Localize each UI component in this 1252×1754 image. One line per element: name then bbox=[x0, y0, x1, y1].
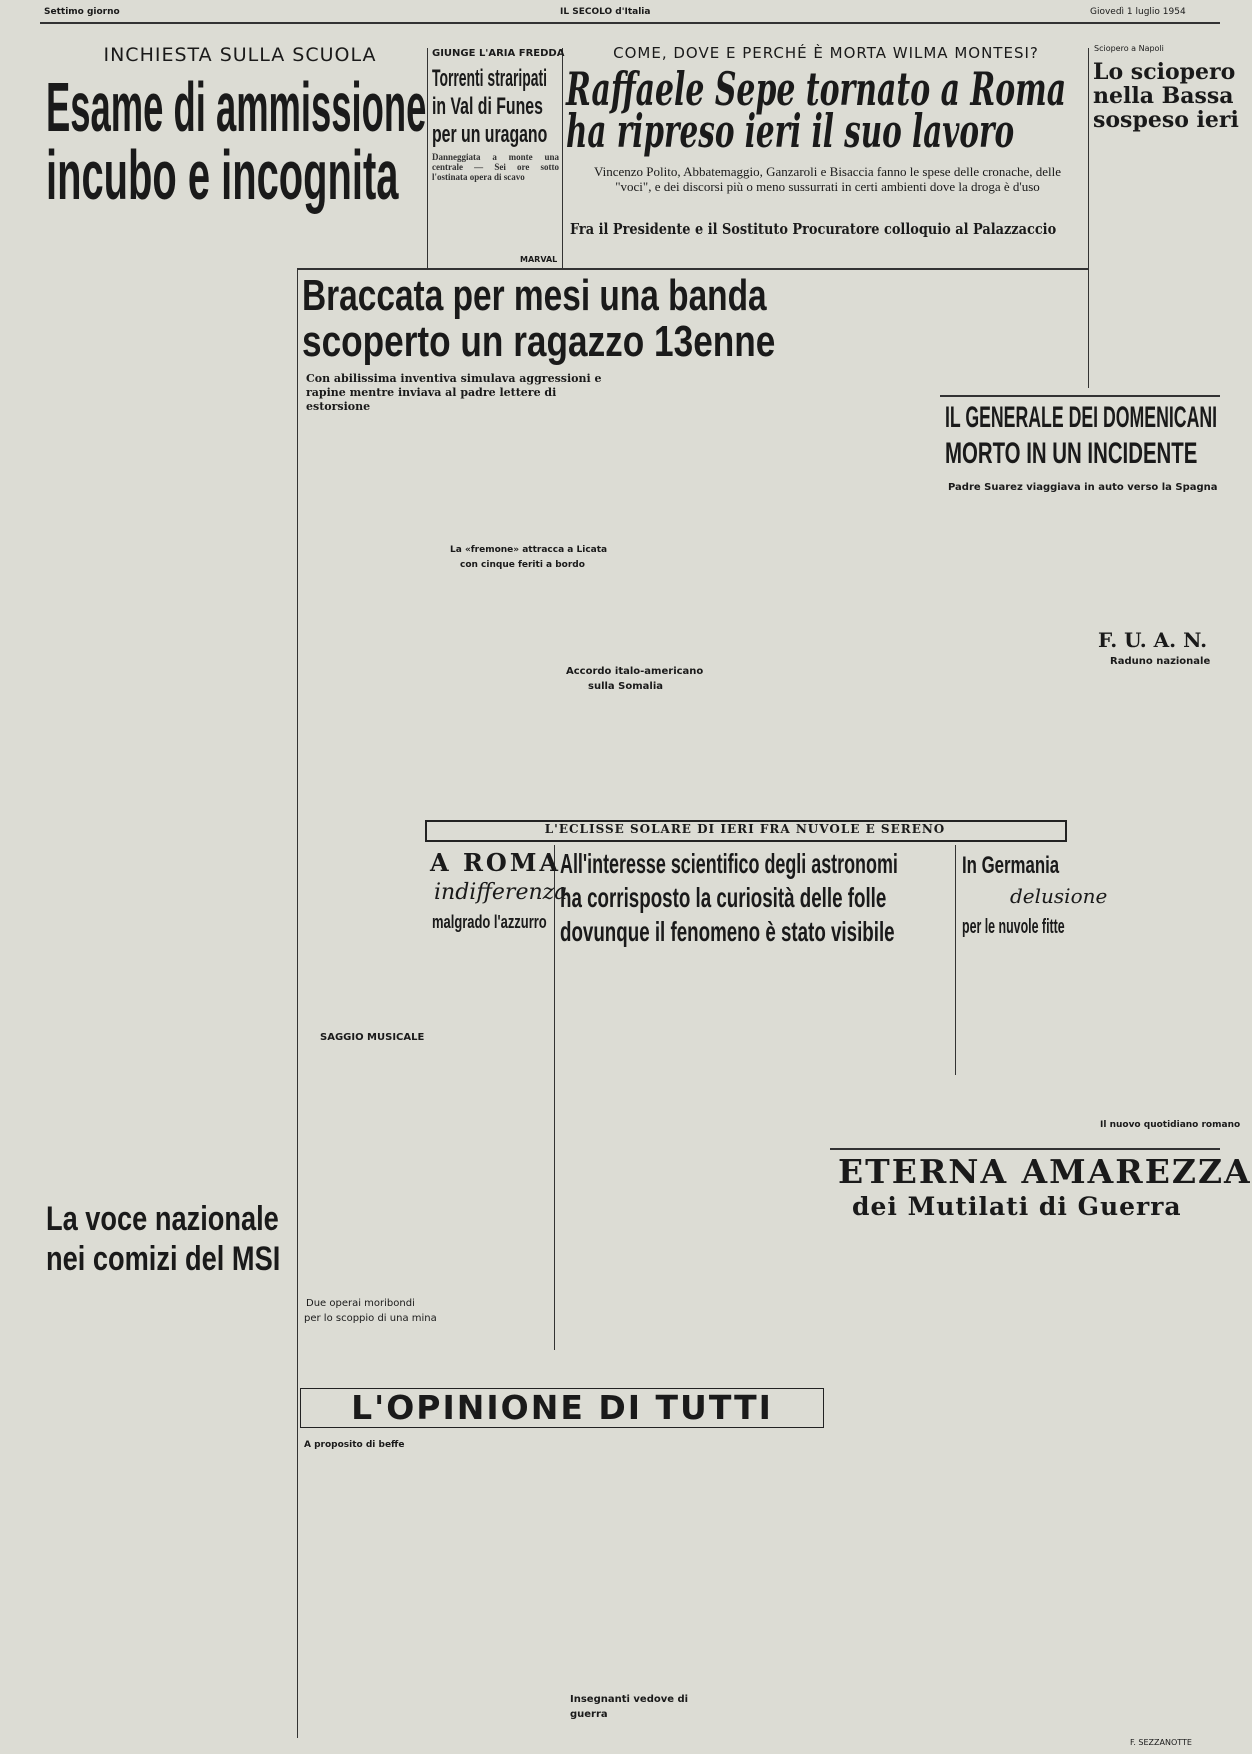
eclisse-germania-2: delusione bbox=[1010, 884, 1108, 908]
generale-headline-1: IL GENERALE DEI DOMENICANI bbox=[945, 401, 1218, 434]
fuan-headline: F. U. A. N. bbox=[1098, 628, 1208, 652]
eclisse-germania-3: per le nuvole fitte bbox=[962, 916, 1065, 938]
banda-brief-2a: Accordo italo-americano bbox=[566, 666, 704, 677]
eclisse-center-3: dovunque il fenomeno è stato visibile bbox=[560, 916, 895, 947]
column-rule bbox=[955, 845, 956, 1075]
eclisse-germania-body bbox=[962, 944, 1092, 1074]
col1-body-text-2 bbox=[44, 1285, 294, 1735]
eclisse-banner: L'ECLISSE SOLARE DI IERI FRA NUVOLE E SERENO bbox=[544, 822, 946, 836]
eterna-rule bbox=[830, 1148, 1220, 1150]
header-right: Giovedì 1 luglio 1954 bbox=[1090, 7, 1186, 17]
fuan-subhead: Raduno nazionale bbox=[1110, 656, 1211, 667]
eclisse-roma-1: A ROMA bbox=[430, 848, 562, 877]
opinione-body-text bbox=[302, 1455, 827, 1740]
col2-kicker: GIUNGE L'ARIA FREDDA bbox=[432, 48, 565, 59]
fuan-body-text bbox=[1098, 672, 1220, 1112]
eclisse-roma-body bbox=[430, 940, 550, 1340]
col2-headline-2: in Val di Funes bbox=[432, 93, 543, 120]
col1-headline-4: nei comizi del MSI bbox=[46, 1240, 281, 1278]
eclisse-roma-2: indifferenza bbox=[434, 880, 568, 905]
right-top-headline-2: nella Bassa bbox=[1093, 83, 1234, 109]
banda-deck: Con abilissima inventiva simulava aggressioni e rapine mentre inviava al padre lettere di estorsione bbox=[306, 372, 602, 413]
column-rule bbox=[562, 48, 563, 268]
banda-body-text bbox=[302, 410, 627, 810]
main-subhead: Fra il Presidente e il Sostituto Procuratore colloquio al Palazzaccio bbox=[570, 220, 1057, 238]
banda-headline-1: Braccata per mesi una banda bbox=[302, 271, 767, 320]
banda-headline-2: scoperto un ragazzo 13enne bbox=[302, 317, 776, 366]
col2-headline-3: per un uragano bbox=[432, 121, 548, 148]
opinione-subhead-1: A proposito di beffe bbox=[304, 1440, 405, 1450]
col2-headline-1: Torrenti straripati bbox=[432, 65, 547, 92]
opinione-subhead-2a: Insegnanti vedove di bbox=[570, 1694, 689, 1705]
generale-rule bbox=[940, 395, 1220, 397]
header-center: IL SECOLO d'Italia bbox=[560, 7, 651, 17]
banda-brief-1a: La «fremone» attracca a Licata bbox=[450, 545, 608, 555]
main-deck: Vincenzo Polito, Abbatemaggio, Ganzaroli e Bisaccia fanno le spese delle cronache, delle "voci", e dei discorsi più o meno sussurrati in certi ambienti dove la droga è d'uso bbox=[593, 164, 1062, 194]
generale-body-text bbox=[945, 498, 1220, 618]
opinione-headline: L'OPINIONE DI TUTTI bbox=[351, 1388, 773, 1427]
signature-bottom: F. SEZZANOTTE bbox=[1130, 1738, 1192, 1747]
generale-subhead: Padre Suarez viaggiava in auto verso la Spagna bbox=[948, 482, 1218, 493]
saggio-heading: SAGGIO MUSICALE bbox=[320, 1032, 425, 1043]
header-left: Settimo giorno bbox=[44, 7, 120, 17]
right-top-label: Sciopero a Napoli bbox=[1094, 44, 1164, 53]
column-rule bbox=[554, 845, 555, 1350]
header-rule bbox=[40, 22, 1220, 24]
eclisse-roma-3: malgrado l'azzurro bbox=[432, 912, 547, 932]
banda-rule bbox=[298, 268, 1088, 270]
column-rule bbox=[427, 48, 428, 268]
col1-headline-1: Esame di ammissione bbox=[46, 68, 427, 146]
eclisse-center-1: All'interesse scientifico degli astronomi bbox=[560, 848, 898, 879]
banda-brief-2b: sulla Somalia bbox=[588, 681, 663, 692]
fuan-brief: Il nuovo quotidiano romano bbox=[1100, 1120, 1241, 1130]
eterna-headline-2: dei Mutilati di Guerra bbox=[852, 1192, 1182, 1221]
operai-heading-2: per lo scoppio di una mina bbox=[304, 1313, 437, 1324]
main-headline-2: ha ripreso ieri il suo lavoro bbox=[566, 104, 1015, 158]
operai-heading-1: Due operai moribondi bbox=[306, 1298, 415, 1309]
eterna-body-text bbox=[832, 1230, 1220, 1730]
main-kicker: COME, DOVE E PERCHÉ È MORTA WILMA MONTESI? bbox=[613, 44, 1039, 62]
right-top-body-text bbox=[1093, 138, 1217, 388]
right-top-headline-1: Lo sciopero bbox=[1093, 59, 1236, 85]
main-headline-1: Raffaele Sepe tornato a Roma bbox=[566, 62, 1067, 116]
right-top-headline-3: sospeso ieri bbox=[1093, 107, 1239, 133]
col2-signature: MARVAL bbox=[520, 255, 558, 264]
column-rule bbox=[1088, 48, 1089, 388]
eterna-headline-1: ETERNA AMAREZZA bbox=[838, 1152, 1252, 1191]
banda-brief-1b: con cinque feriti a bordo bbox=[460, 560, 585, 570]
col1-kicker: INCHIESTA SULLA SCUOLA bbox=[103, 44, 377, 66]
eclisse-center-2: ha corrisposto la curiosità delle folle bbox=[560, 882, 887, 913]
col1-headline-3: La voce nazionale bbox=[46, 1200, 279, 1238]
generale-headline-2: MORTO IN UN INCIDENTE bbox=[945, 437, 1198, 470]
eclisse-germania-1: In Germania bbox=[962, 852, 1060, 879]
opinione-subhead-2b: guerra bbox=[570, 1709, 608, 1720]
col2-body-text bbox=[432, 184, 559, 260]
col1-headline-2: incubo e incognita bbox=[46, 136, 399, 214]
col2-subhead: Danneggiata a monte una centrale — Sei ore sotto l'ostinata opera di scavo bbox=[432, 152, 559, 182]
